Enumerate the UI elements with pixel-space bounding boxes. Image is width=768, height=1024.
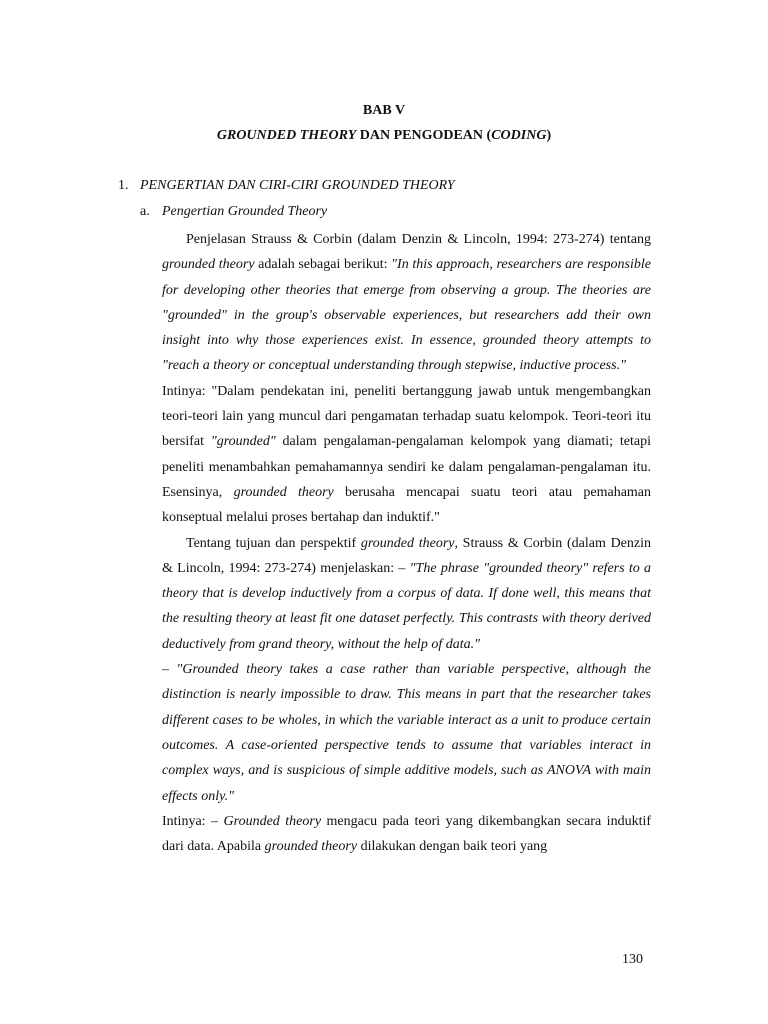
text-run: dilakukan dengan baik teori yang (357, 839, 548, 855)
term-italic: grounded theory (233, 484, 334, 500)
text-run: , Strauss & Corbin (dalam Denzin & Lincoln, 1994: 273-274) menjelaskan: – (162, 535, 651, 576)
text-run: – (162, 662, 177, 678)
text-run: adalah sebagai berikut: (254, 257, 392, 273)
text-run: mengacu pada teori yang dikembangkan secara induktif dari data. Apabila (162, 813, 652, 855)
chapter-number: BAB V (362, 103, 406, 118)
chapter-title-part1: GROUNDED THEORY (216, 128, 357, 143)
term-italic: grounded theory (162, 257, 255, 273)
subsection-title: Pengertian Grounded Theory (162, 204, 328, 219)
term-italic: grounded theory (264, 839, 358, 855)
term-italic: grounded theory (360, 535, 455, 551)
paragraph-4 (162, 657, 651, 809)
chapter-title-part2: DAN PENGODEAN ( (356, 128, 492, 143)
text-run: dalam pengalaman-pengalaman kelompok yang diamati; tetapi peneliti menambahkan pemahamannya sendiri ke dalam pengalaman-pengalaman itu. Esensinya, (162, 434, 651, 500)
section-number: 1. (118, 178, 129, 193)
paragraph-1 (162, 227, 651, 379)
term-italic: "grounded" (210, 434, 276, 450)
chapter-title (0, 128, 768, 144)
section-title: PENGERTIAN DAN CIRI-CIRI GROUNDED THEORY (140, 178, 455, 193)
text-run: Intinya: – (162, 813, 224, 829)
chapter-title-part4: ) (546, 128, 552, 143)
english-quote: "In this approach, researchers are responsible for developing other theories that emerge from observing a group. The theories are "grounded" in the group's observable experiences, but researchers add their own insight into why those experiences exist. In essence, grounded theory attempts to "reach a theory or conceptual understanding through stepwise, inductive process." (162, 257, 651, 374)
english-quote: "Grounded theory takes a case rather than variable perspective, although the distinction is nearly impossible to draw. This means in part that the researcher takes different cases to be wholes, in which the variable interact as a unit to produce certain outcomes. A case-oriented perspective tends to assume that variables interact in complex ways, and is suspicious of simple additive models, such as ANOVA with main effects only." (162, 662, 651, 804)
text-run: Tentang tujuan dan perspektif (186, 535, 361, 551)
body-text (162, 227, 651, 859)
subsection-heading (140, 204, 327, 220)
paragraph-2 (162, 379, 651, 531)
text-run: berusaha mencapai suatu teori atau pemahaman konseptual melalui proses bertahap dan induktif." (162, 484, 652, 526)
text-run: Penjelasan Strauss & Corbin (dalam Denzin & Lincoln, 1994: 273-274) tentang (186, 232, 651, 247)
section-heading (118, 178, 455, 194)
subsection-letter: a. (140, 204, 150, 219)
page-number: 130 (622, 952, 643, 967)
text-run: Intinya: "Dalam pendekatan ini, peneliti bertanggung jawab untuk mengembangkan teori-teori lain yang muncul dari pengamatan terhadap suatu kelompok. Teori-teori itu bersifat (162, 383, 651, 450)
paragraph-3 (162, 531, 651, 657)
chapter-title-part3: CODING (491, 128, 547, 143)
paragraph-5 (162, 809, 651, 860)
english-quote: "The phrase "grounded theory" refers to a theory that is develop inductively from a corpus of data. If done well, this means that the resulting theory at least fit one dataset perfectly. This contrasts with theory derived deductively from grand theory, without the help of data." (162, 560, 652, 652)
term-italic: Grounded theory (223, 813, 322, 829)
